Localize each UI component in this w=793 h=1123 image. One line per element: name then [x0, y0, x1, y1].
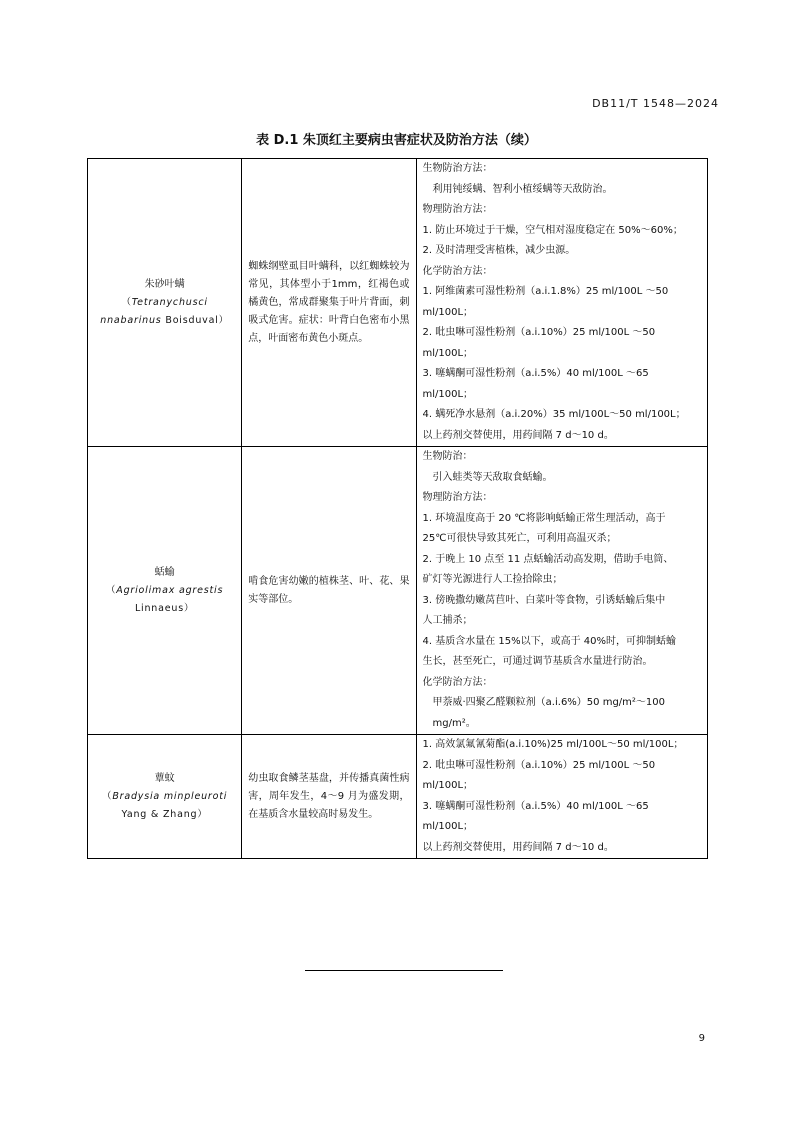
control-line: 生长，甚至死亡，可通过调节基质含水量进行防治。: [422, 656, 653, 667]
control-line: 1. 环境温度高于 20 ℃将影响蛞蝓正常生理活动，高于: [422, 512, 666, 524]
control-line: 物理防治方法：: [422, 204, 493, 215]
pest-control-table: [87, 158, 708, 859]
control-line: 3. 傍晚撒幼嫩莴苣叶、白菜叶等食物，引诱蛞蝓后集中: [422, 594, 666, 606]
scientific-name-species: nnabarinus: [100, 314, 162, 326]
table-title: 表 D.1 朱顶红主要病虫害症状及防治方法（续）: [256, 133, 537, 148]
control-line: ml/100L；: [422, 347, 474, 359]
standard-code: DB11/T 1548—2024: [592, 97, 719, 110]
scientific-name-genus: Bradysia: [112, 790, 161, 802]
control-line: 以上药剂交替使用，用药间隔 7 d～10 d。: [422, 841, 614, 853]
control-line: 化学防治方法：: [422, 265, 493, 277]
control-line: 生物防治方法：: [422, 163, 493, 174]
control-line: 生物防治：: [422, 451, 473, 462]
scientific-name-author: Linnaeus: [134, 602, 184, 614]
scientific-name-author: Yang & Zhang: [121, 808, 198, 820]
control-line: 化学防治方法：: [422, 676, 493, 688]
footer-divider: [305, 970, 503, 971]
paren-open: （: [102, 790, 113, 802]
symptom-cell: 啃食危害幼嫩的植株茎、叶、花、果实等部位。: [242, 447, 416, 735]
control-line: ml/100L；: [422, 388, 474, 400]
symptom-cell: 幼虫取食鳞茎基盘，并传播真菌性病害，周年发生，4～9 月为盛发期，在基质含水量较高时易发生。: [242, 735, 416, 859]
scientific-name-genus: Agriolimax: [116, 584, 176, 596]
control-line: 以上药剂交替使用，用药间隔 7 d～10 d。: [422, 429, 614, 441]
control-line: 甲萘威·四聚乙醛颗粒剂（a.i.6%）50 mg/m²～100: [432, 697, 666, 708]
control-line: 4. 螨死净水悬剂（a.i.20%）35 ml/100L～50 ml/100L；: [422, 409, 686, 420]
control-line: mg/m²。: [432, 717, 476, 729]
control-line: 利用钝绥螨、智利小植绥螨等天敌防治。: [432, 183, 613, 195]
control-line: 4. 基质含水量在 15%以下，或高于 40%时，可抑制蛞蝓: [422, 635, 677, 647]
control-method-cell: [416, 159, 708, 447]
control-line: 2. 吡虫啉可湿性粉剂（a.i.10%）25 ml/100L ～50: [422, 759, 656, 771]
control-method-cell: [416, 735, 708, 859]
scientific-name-line1: [88, 294, 241, 312]
pest-name: 蛞蝓: [154, 566, 175, 578]
pest-name: 朱砂叶螨: [144, 278, 185, 290]
paren-close: ）: [218, 314, 229, 326]
pest-name-cell: [88, 735, 242, 859]
scientific-name-line2: [88, 600, 241, 618]
control-line: 2. 及时清理受害植株，减少虫源。: [422, 245, 576, 256]
control-line: 1. 防止环境过于干燥，空气相对湿度稳定在 50%～60%；: [422, 224, 683, 236]
control-line: 1. 阿维菌素可湿性粉剂（a.i.1.8%）25 ml/100L ～50: [422, 286, 669, 297]
paren-close: ）: [183, 602, 195, 614]
table-row: [88, 447, 708, 735]
control-line: 3. 噻螨酮可湿性粉剂（a.i.5%）40 ml/100L ～65: [422, 368, 649, 379]
scientific-name-line2: [88, 806, 241, 824]
control-line: 2. 于晚上 10 点至 11 点蛞蝓活动高发期，借助手电筒、: [422, 553, 674, 565]
pest-name-cell: [88, 447, 242, 735]
scientific-name-line2: [88, 312, 241, 330]
paren-close: ）: [197, 808, 208, 820]
scientific-name-line1: [88, 582, 241, 600]
scientific-name-line1: [88, 788, 241, 806]
control-line: ml/100L；: [422, 306, 474, 318]
control-line: 1. 高效氯氟氰菊酯(a.i.10%)25 ml/100L～50 ml/100L；: [422, 739, 684, 750]
control-line: ml/100L；: [422, 821, 474, 832]
page-number: 9: [698, 1033, 705, 1044]
paren-open: （: [105, 584, 117, 596]
paren-open: （: [121, 296, 132, 308]
table-row: [88, 159, 708, 447]
pest-name-cell: [88, 159, 242, 447]
scientific-name-species: minpleuroti: [163, 790, 228, 802]
control-line: 矿灯等光源进行人工捡拾除虫；: [422, 574, 563, 585]
scientific-name-genus: Tetranychusci: [131, 296, 208, 308]
table-row: [88, 735, 708, 859]
scientific-name-species: agrestis: [178, 584, 224, 596]
control-line: 25℃可很快导致其死亡，可利用高温灭杀；: [422, 533, 617, 544]
control-line: 物理防治方法：: [422, 492, 493, 503]
control-line: 人工捕杀；: [422, 615, 473, 626]
pest-name: 蕈蚊: [154, 772, 175, 784]
control-line: 2. 吡虫啉可湿性粉剂（a.i.10%）25 ml/100L ～50: [422, 327, 656, 338]
control-line: 3. 噻螨酮可湿性粉剂（a.i.5%）40 ml/100L ～65: [422, 800, 649, 812]
control-line: ml/100L；: [422, 780, 474, 791]
control-method-cell: [416, 447, 708, 735]
scientific-name-author: Boisduval: [165, 314, 219, 326]
control-line: 引入蛙类等天敌取食蛞蝓。: [432, 471, 553, 483]
symptom-cell: 蜘蛛纲壁虱目叶螨科，以红蜘蛛较为常见，其体型小于1mm，红褐色或橘黄色，常成群聚集于叶片背面，刺吸式危害。症状：叶背白色密布小黑点，叶面密布黄色小斑点。: [242, 159, 416, 447]
